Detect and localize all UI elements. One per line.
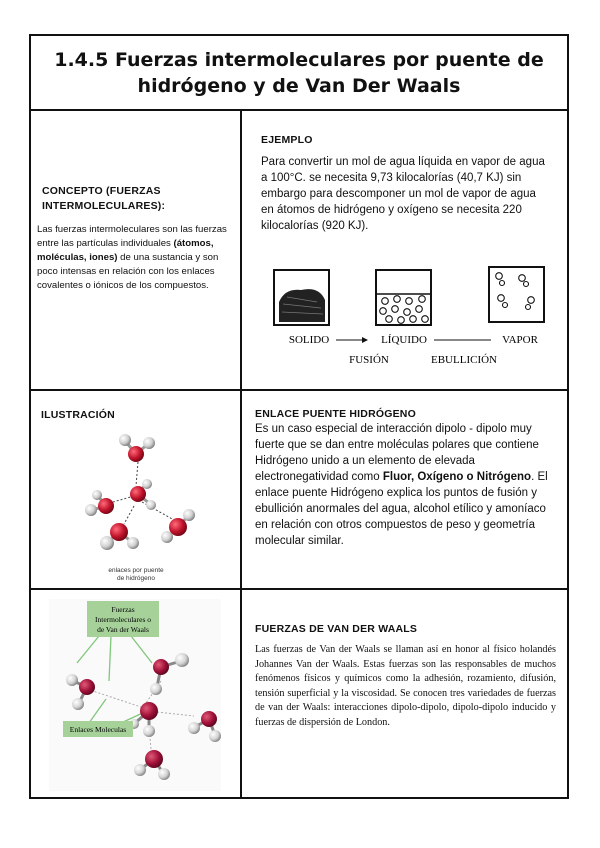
- vdw-hydrogen-3a: [143, 725, 155, 737]
- vdw-hydrogen-4b: [188, 722, 200, 734]
- hydrogen-atom-4a: [100, 536, 114, 550]
- fusion-arrowhead: [362, 337, 368, 343]
- concepto-text-a: Las fuerzas intermoleculares son las fuerzas entre las partículas individuales: [37, 224, 227, 249]
- vapor-particles: [496, 273, 535, 310]
- vdw-hydrogen-5b: [158, 768, 170, 780]
- vdw-oxygen-2: [79, 679, 95, 695]
- vdw-label-line-1: Fuerzas: [111, 605, 135, 614]
- concepto-heading-line-2: INTERMOLECULARES):: [42, 200, 166, 212]
- vdw-hydrogen-2b: [72, 698, 84, 710]
- oxygen-atom-2: [130, 486, 146, 502]
- ilustracion-caption: [71, 567, 201, 583]
- vapor-container: [489, 267, 544, 322]
- vdw-label-line-3: de Van der Waals: [97, 625, 149, 634]
- vapor-label: VAPOR: [502, 334, 538, 346]
- vdw-oxygen-5: [145, 750, 163, 768]
- liquido-label: LÍQUIDO: [381, 334, 427, 346]
- ebullicion-label: EBULLICIÓN: [431, 354, 497, 366]
- vdw-oxygen-3: [140, 702, 158, 720]
- hydrogen-atom-4b: [127, 537, 139, 549]
- enlace-cell: [255, 408, 553, 549]
- oxygen-atom-4: [110, 523, 128, 541]
- caption-line-1: enlaces por puente: [108, 567, 164, 574]
- concepto-text-b: de una sustancia y son poco intensas en relación con los enlaces covalentes o iónicos de los compuestos.: [37, 252, 219, 291]
- enlace-text: [255, 421, 553, 549]
- van-der-waals-figure: [49, 599, 221, 791]
- vdw-heading: FUERZAS DE VAN DER WAALS: [255, 623, 418, 635]
- ejemplo-cell: [261, 134, 551, 234]
- row-divider-1: [31, 389, 567, 391]
- concepto-heading: [37, 184, 235, 214]
- vdw-oxygen-1: [153, 659, 169, 675]
- enlace-text-b: . El enlace puente Hidrógeno explica los puntos de fusión y ebullición anormales del agua, alcohol etílico y amoníaco en relación con otros compuestos de peso y geometría molecular similar.: [255, 471, 548, 547]
- enlace-text-a: Es un caso especial de interacción dipolo - dipolo muy fuerte que se dan entre moléculas polares que contiene Hidrógeno unido a un elemento de elevada electronegatividad como: [255, 423, 539, 483]
- hydrogen-atom-5a: [161, 531, 173, 543]
- hydrogen-atom-3a: [85, 504, 97, 516]
- hydrogen-atom-2b: [146, 500, 156, 510]
- hydrogen-atom-2a: [142, 479, 152, 489]
- enlace-heading: ENLACE PUENTE HIDRÓGENO: [255, 408, 416, 420]
- vdw-cell: [255, 623, 556, 730]
- hydrogen-atom-1b: [119, 434, 131, 446]
- ilustracion-cell: [41, 409, 231, 421]
- document-sheet: [29, 34, 569, 799]
- enlace-text-bold: Fluor, Oxígeno o Nitrógeno: [382, 471, 532, 483]
- vdw-hydrogen-4a: [209, 730, 221, 742]
- title-line-1: 1.4.5 Fuerzas intermoleculares por puente de: [54, 48, 544, 71]
- ejemplo-text: Para convertir un mol de agua líquida en vapor de agua a 100°C. se necesita 9,73 kilocalorías (40,7 KJ) sin embargo para descomponer un mol de vapor de agua en átomos de hidrógeno y oxígeno se necesita 220 kilocalorías (920 KJ).: [261, 156, 545, 232]
- solid-mass: [279, 289, 325, 322]
- molecule-label: Enlaces Moleculas: [69, 725, 127, 734]
- fusion-label: FUSIÓN: [349, 354, 389, 366]
- page-title: [31, 36, 567, 111]
- vdw-label-line-2: Intermoleculares o: [94, 615, 152, 624]
- concepto-text: [37, 223, 235, 293]
- hydrogen-atom-5b: [183, 509, 195, 521]
- liquid-particles: [380, 296, 429, 324]
- vdw-hydrogen-1a: [175, 653, 189, 667]
- vdw-hydrogen-2a: [66, 674, 78, 686]
- row-divider-2: [31, 588, 567, 590]
- vdw-text: Las fuerzas de Van der Waals se llaman así en honor al físico holandés Johannes Van der Waals. Estas fuerzas son las responsables de muchos fenómenos físicos y químicos como la adhesión, rozamiento, difusión, tensión superficial y la viscosidad. Se conocen tres variedades de fuerzas de van der Waals: interacciones dipolo-dipolo, dipolo-dipolo inducido y fuerzas de dispersión de London.: [255, 644, 556, 728]
- concepto-heading-line-1: CONCEPTO (FUERZAS: [42, 185, 161, 197]
- hydrogen-atom-3b: [92, 490, 102, 500]
- solido-label: SOLIDO: [288, 334, 330, 346]
- title-line-2: hidrógeno y de Van Der Waals: [137, 74, 461, 97]
- vdw-oxygen-4: [201, 711, 217, 727]
- concepto-text-bold: (átomos, moléculas, iones): [37, 238, 214, 263]
- phase-change-diagram: [269, 264, 549, 369]
- hydrogen-atom-1a: [143, 437, 155, 449]
- ejemplo-heading: EJEMPLO: [261, 134, 313, 146]
- vdw-hydrogen-1b: [150, 683, 162, 695]
- oxygen-atom-3: [98, 498, 114, 514]
- caption-line-2: de hidrógeno: [117, 575, 155, 582]
- oxygen-atom-1: [128, 446, 144, 462]
- hydrogen-bond-illustration: [76, 424, 216, 564]
- vdw-hydrogen-5a: [134, 764, 146, 776]
- ilustracion-heading: ILUSTRACIÓN: [41, 409, 115, 421]
- column-divider: [240, 111, 242, 797]
- concepto-cell: [37, 184, 235, 293]
